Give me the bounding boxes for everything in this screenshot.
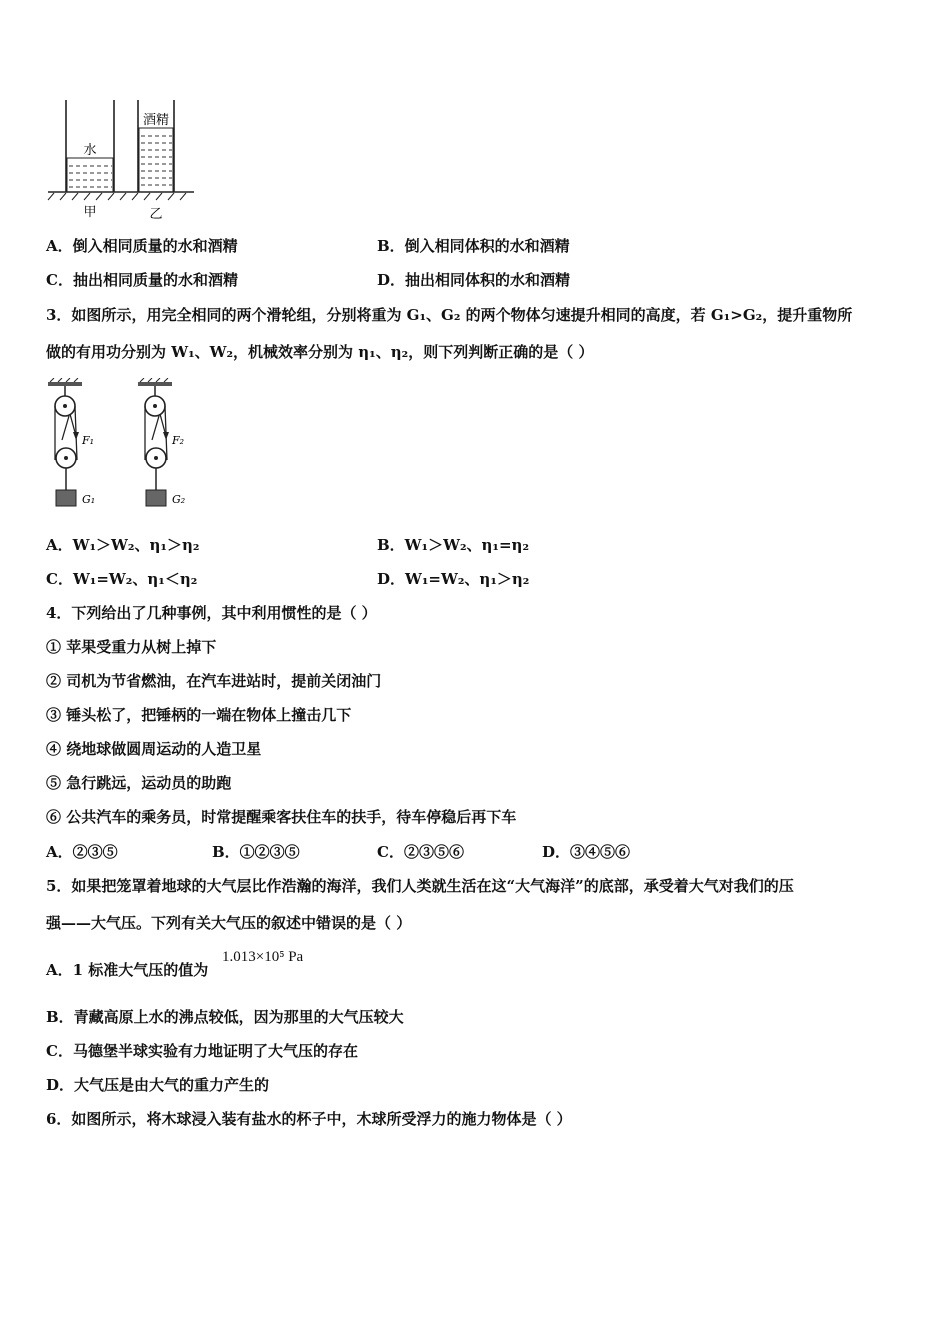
q3-option-b: B．W₁＞W₂、η₁=η₂ xyxy=(377,536,530,554)
q3-option-c: C．W₁=W₂、η₁＜η₂ xyxy=(46,570,198,588)
q2-option-a: A．倒入相同质量的水和酒精 xyxy=(46,237,238,255)
q2-option-c: C．抽出相同质量的水和酒精 xyxy=(46,271,238,289)
q4-item-1: ① 苹果受重力从树上掉下 xyxy=(46,638,217,656)
pulley-figure xyxy=(40,378,200,513)
pulley-f1-label: F₁ xyxy=(82,434,95,447)
pulley-g1-label: G₁ xyxy=(82,493,96,506)
q3-stem-line2: 做的有用功分别为 W₁、W₂，机械效率分别为 η₁、η₂，则下列判断正确的是（ ） xyxy=(46,343,594,361)
q4-option-a: A．②③⑤ xyxy=(46,843,118,861)
q4-item-5: ⑤ 急行跳远，运动员的助跑 xyxy=(46,774,232,792)
q3-option-a: A．W₁＞W₂、η₁＞η₂ xyxy=(46,536,200,554)
q2-option-d: D．抽出相同体积的水和酒精 xyxy=(377,271,571,289)
alcohol-label: 酒精 xyxy=(142,113,170,128)
q5-option-b: B．青藏高原上水的沸点较低，因为那里的大气压较大 xyxy=(46,1008,404,1026)
q4-item-6: ⑥ 公共汽车的乘务员，时常提醒乘客扶住车的扶手，待车停稳后再下车 xyxy=(46,808,517,826)
q4-stem: 4．下列给出了几种事例，其中利用惯性的是（ ） xyxy=(46,604,377,622)
cylinders-figure xyxy=(44,96,204,226)
q5-option-c: C．马德堡半球实验有力地证明了大气压的存在 xyxy=(46,1042,358,1060)
q2-option-b: B．倒入相同体积的水和酒精 xyxy=(377,237,570,255)
water-label: 水 xyxy=(83,143,97,158)
q6-stem: 6．如图所示，将木球浸入装有盐水的杯子中，木球所受浮力的施力物体是（ ） xyxy=(46,1110,572,1128)
q5-stem-line1: 5．如果把笼罩着地球的大气层比作浩瀚的海洋，我们人类就生活在这“大气海洋”的底部，承受着大气对我们的压 xyxy=(46,877,794,895)
q4-option-c: C．②③⑤⑥ xyxy=(377,843,464,861)
q3-option-d: D．W₁=W₂、η₁＞η₂ xyxy=(377,570,530,588)
q5-option-d: D．大气压是由大气的重力产生的 xyxy=(46,1076,270,1094)
q4-item-4: ④ 绕地球做圆周运动的人造卫星 xyxy=(46,740,262,758)
q4-option-b: B．①②③⑤ xyxy=(212,843,300,861)
q5-option-a-value: 1.013×10⁵ Pa xyxy=(222,949,304,965)
cylinder-jia-caption: 甲 xyxy=(83,205,97,220)
cylinder-yi-caption: 乙 xyxy=(149,207,163,222)
q3-stem-line1: 3．如图所示，用完全相同的两个滑轮组，分别将重为 G₁、G₂ 的两个物体匀速提升相同的高度，若 G₁>G₂，提升重物所 xyxy=(46,306,853,324)
pulley-f2-label: F₂ xyxy=(172,434,185,447)
q4-item-2: ② 司机为节省燃油，在汽车进站时，提前关闭油门 xyxy=(46,672,382,690)
q4-option-d: D．③④⑤⑥ xyxy=(542,843,631,861)
q5-option-a: A．1 标准大气压的值为 xyxy=(46,961,209,979)
q4-item-3: ③ 锤头松了，把锤柄的一端在物体上撞击几下 xyxy=(46,706,352,724)
pulley-g2-label: G₂ xyxy=(172,493,186,506)
q5-stem-line2: 强——大气压。下列有关大气压的叙述中错误的是（ ） xyxy=(46,914,412,932)
